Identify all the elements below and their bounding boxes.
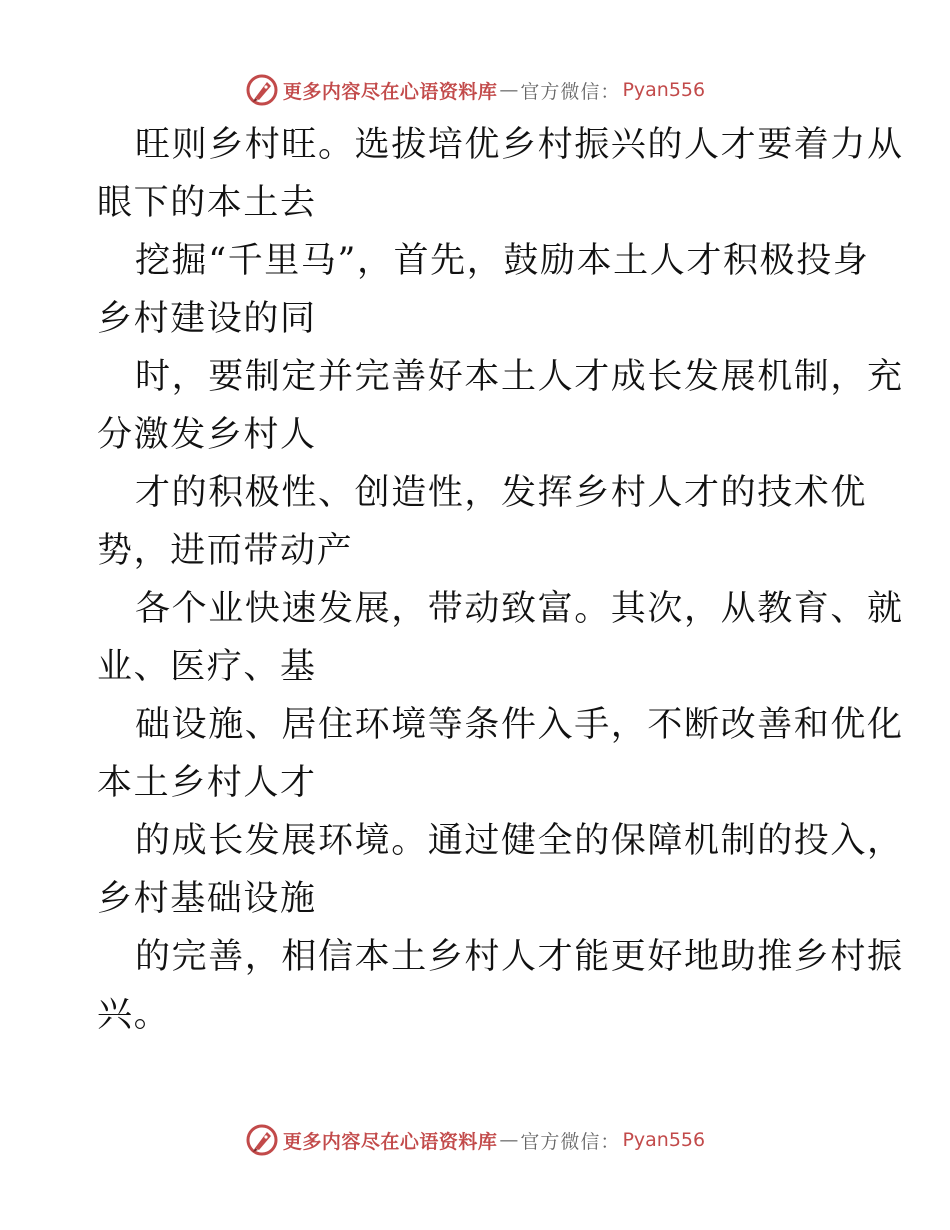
text-line: 时，要制定并完善好本土人才成长发展机制，充 — [135, 357, 904, 397]
text-line: 分激发乡村人 — [97, 415, 317, 455]
text-line: 的成长发展环境。通过健全的保障机制的投入， — [135, 821, 904, 861]
header-banner — [0, 70, 950, 110]
text-line: 才的积极性、创造性，发挥乡村人才的技术优 — [135, 473, 868, 513]
text-line: 兴。 — [97, 995, 171, 1035]
wechat-id: Pyan556 — [622, 1129, 706, 1151]
brand-text: 更多内容尽在心语资料库 — [282, 80, 498, 103]
wechat-label: 官方微信： — [520, 80, 621, 103]
text-line: 挖掘“千里马”，首先，鼓励本土人才积极投身 — [135, 241, 870, 281]
pen-nib-logo-icon — [245, 1123, 279, 1157]
wechat-id: Pyan556 — [622, 79, 706, 101]
text-line: 势，进而带动产 — [97, 531, 354, 571]
text-line: 的完善，相信本土乡村人才能更好地助推乡村振 — [135, 937, 904, 977]
body-text — [97, 116, 904, 1044]
text-line: 乡村建设的同 — [97, 299, 317, 339]
separator-dash: — — [499, 1129, 519, 1151]
text-line: 本土乡村人才 — [97, 763, 317, 803]
text-line: 业、医疗、基 — [97, 647, 317, 687]
text-line: 眼下的本土去 — [97, 183, 317, 223]
pen-nib-logo-icon — [245, 73, 279, 107]
text-line: 乡村基础设施 — [97, 879, 317, 919]
separator-dash: — — [499, 79, 519, 101]
text-line: 础设施、居住环境等条件入手，不断改善和优化 — [135, 705, 904, 745]
text-line: 旺则乡村旺。选拔培优乡村振兴的人才要着力从 — [135, 125, 904, 165]
brand-text: 更多内容尽在心语资料库 — [282, 1130, 498, 1153]
footer-banner — [0, 1120, 950, 1160]
text-line: 各个业快速发展，带动致富。其次，从教育、就 — [135, 589, 904, 629]
wechat-label: 官方微信： — [520, 1130, 621, 1153]
